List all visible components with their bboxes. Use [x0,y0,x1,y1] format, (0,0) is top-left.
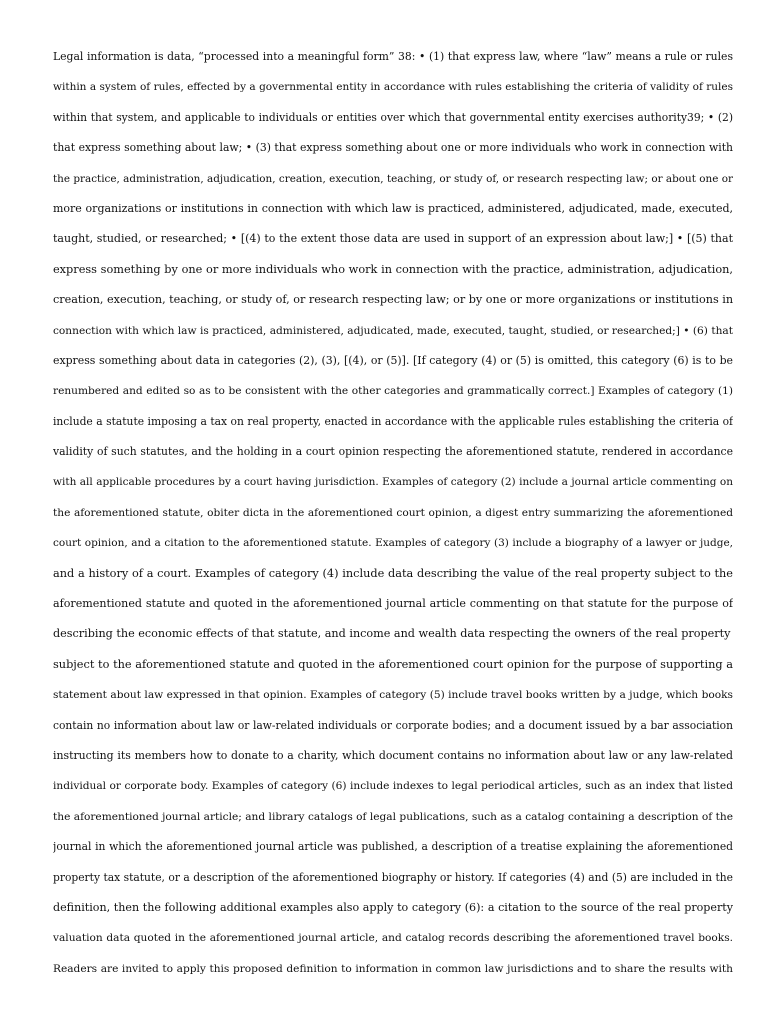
text-line: renumbered and edited so as to be consistent with the other categories and grammatically correct.] Examples of category (1) [53,385,733,398]
text-line: definition, then the following additional examples also apply to category (6): a citation to the source of the real property [53,900,733,914]
text-line: that express something about law; • (3) that express something about one or more individuals who work in connection with [53,141,733,155]
text-line: express something by one or more individuals who work in connection with the practice, administration, adjudication, [53,262,733,276]
text-line: statement about law expressed in that opinion. Examples of category (5) include travel books written by a judge, which books [53,689,733,702]
text-line: taught, studied, or researched; • [(4) to the extent those data are used in support of an expression about law;] • [(5) that [53,232,733,246]
text-line: the aforementioned statute, obiter dicta in the aforementioned court opinion, a digest entry summarizing the aforementioned [53,506,733,519]
text-line: instructing its members how to donate to a charity, which document contains no information about law or any law-related [53,748,733,762]
text-line: with all applicable procedures by a court having jurisdiction. Examples of category (2) include a journal article commenting on [53,476,733,489]
text-line: creation, execution, teaching, or study of, or research respecting law; or by one or more organizations or institutions in [53,293,733,307]
text-line: describing the economic effects of that statute, and income and wealth data respecting the owners of the real property [53,627,731,641]
text-line: Readers are invited to apply this proposed definition to information in common law jurisdictions and to share the results with [53,962,733,975]
text-line: within that system, and applicable to individuals or entities over which that governmental entity exercises authority39; • (2) [53,110,733,124]
text-line: and a history of a court. Examples of category (4) include data describing the value of the real property subject to the [53,566,733,580]
text-line: Legal information is data, “processed into a meaningful form” 38: • (1) that express law, where “law” means a rule or rules [53,50,733,63]
text-line: property tax statute, or a description of the aforementioned biography or history. If categories (4) and (5) are included in the [53,870,733,884]
text-line: aforementioned statute and quoted in the aforementioned journal article commenting on that statute for the purpose of [53,597,733,611]
text-line: the practice, administration, adjudication, creation, execution, teaching, or study of, or research respecting law; or about one or [53,172,733,185]
text-line: subject to the aforementioned statute and quoted in the aforementioned court opinion for the purpose of supporting a [53,657,733,671]
text-line: journal in which the aforementioned journal article was published, a description of a treatise explaining the aforementioned [53,840,733,854]
text-line: express something about data in categories (2), (3), [(4), or (5)]. [If category (4) or (5) is omitted, this category (6) is to be [53,353,733,367]
text-line: valuation data quoted in the aforementioned journal article, and catalog records describing the aforementioned travel books. [53,932,733,945]
text-line: contain no information about law or law-related individuals or corporate bodies; and a document issued by a bar association [53,718,733,732]
text-line: include a statute imposing a tax on real property, enacted in accordance with the applicable rules establishing the criteria of [53,414,733,428]
document-page [53,42,733,984]
text-line: within a system of rules, effected by a governmental entity in accordance with rules establishing the criteria of validity of rules [53,81,733,94]
text-line: the aforementioned journal article; and library catalogs of legal publications, such as a catalog containing a description of the [53,810,733,823]
text-line: more organizations or institutions in connection with which law is practiced, administered, adjudicated, made, executed, [53,201,733,215]
text-line: individual or corporate body. Examples of category (6) include indexes to legal periodical articles, such as an index that listed [53,780,733,793]
text-line: court opinion, and a citation to the aforementioned statute. Examples of category (3) include a biography of a lawyer or judge, [53,537,733,550]
text-line: validity of such statutes, and the holding in a court opinion respecting the aforementioned statute, rendered in accordance [53,445,733,459]
text-line: connection with which law is practiced, administered, adjudicated, made, executed, taught, studied, or researched;] • (6) that [53,324,733,337]
